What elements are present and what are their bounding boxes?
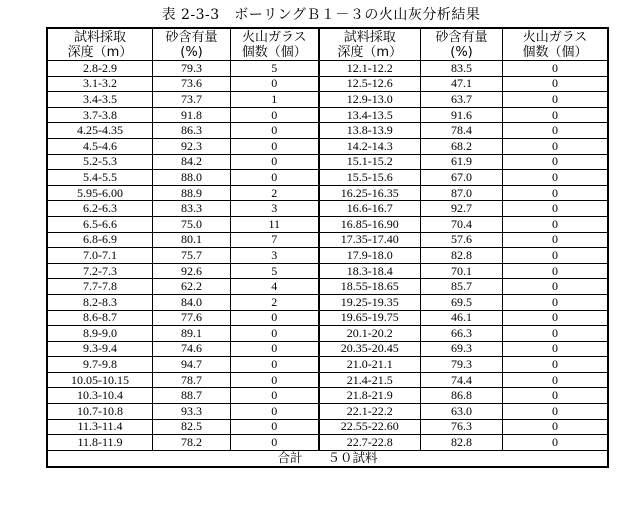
cell-glass-right: 0 bbox=[503, 154, 608, 170]
cell-sand-left: 79.3 bbox=[153, 61, 231, 77]
cell-glass-right: 0 bbox=[503, 388, 608, 404]
cell-glass-right: 0 bbox=[503, 216, 608, 232]
cell-sand-right: 47.1 bbox=[421, 76, 503, 92]
table-caption: 表 2-3-3 ボーリングＢ１－３の火山灰分析結果 bbox=[161, 7, 481, 23]
cell-glass-left: 7 bbox=[231, 232, 319, 248]
total-cell: 合計 ５０試料 bbox=[48, 450, 608, 466]
cell-glass-left: 4 bbox=[231, 279, 319, 295]
cell-glass-left: 2 bbox=[231, 185, 319, 201]
cell-sand-right: 61.9 bbox=[421, 154, 503, 170]
cell-glass-left: 0 bbox=[231, 154, 319, 170]
volcanic-ash-analysis-table bbox=[47, 28, 608, 467]
cell-depth-left: 3.4-3.5 bbox=[48, 92, 153, 108]
cell-depth-left: 7.7-7.8 bbox=[48, 279, 153, 295]
cell-depth-left: 9.7-9.8 bbox=[48, 357, 153, 373]
cell-sand-right: 69.3 bbox=[421, 341, 503, 357]
cell-depth-right: 21.8-21.9 bbox=[319, 388, 421, 404]
cell-glass-left: 2 bbox=[231, 294, 319, 310]
cell-sand-right: 91.6 bbox=[421, 107, 503, 123]
cell-sand-left: 75.7 bbox=[153, 248, 231, 264]
table-row bbox=[48, 138, 608, 154]
cell-depth-left: 6.2-6.3 bbox=[48, 201, 153, 217]
cell-sand-right: 74.4 bbox=[421, 372, 503, 388]
cell-depth-left: 6.8-6.9 bbox=[48, 232, 153, 248]
cell-depth-left: 6.5-6.6 bbox=[48, 216, 153, 232]
header-glass-right: 火山ガラス 個数（個） bbox=[503, 29, 608, 61]
header-depth-right: 試料採取 深度（m） bbox=[319, 29, 421, 61]
total-row bbox=[48, 450, 608, 466]
cell-glass-left: 0 bbox=[231, 138, 319, 154]
cell-depth-right: 17.35-17.40 bbox=[319, 232, 421, 248]
cell-depth-right: 12.5-12.6 bbox=[319, 76, 421, 92]
cell-glass-left: 0 bbox=[231, 404, 319, 420]
cell-depth-right: 17.9-18.0 bbox=[319, 248, 421, 264]
cell-depth-right: 21.0-21.1 bbox=[319, 357, 421, 373]
cell-sand-left: 77.6 bbox=[153, 310, 231, 326]
table-row bbox=[48, 201, 608, 217]
cell-sand-left: 75.0 bbox=[153, 216, 231, 232]
cell-sand-right: 79.3 bbox=[421, 357, 503, 373]
cell-depth-left: 11.8-11.9 bbox=[48, 435, 153, 451]
cell-glass-right: 0 bbox=[503, 123, 608, 139]
table-row bbox=[48, 357, 608, 373]
cell-depth-right: 22.7-22.8 bbox=[319, 435, 421, 451]
cell-depth-left: 10.05-10.15 bbox=[48, 372, 153, 388]
cell-sand-left: 88.0 bbox=[153, 170, 231, 186]
cell-glass-right: 0 bbox=[503, 76, 608, 92]
cell-sand-left: 86.3 bbox=[153, 123, 231, 139]
table-row bbox=[48, 216, 608, 232]
cell-sand-left: 78.2 bbox=[153, 435, 231, 451]
table-row bbox=[48, 61, 608, 77]
cell-glass-right: 0 bbox=[503, 138, 608, 154]
cell-glass-right: 0 bbox=[503, 294, 608, 310]
cell-sand-right: 70.1 bbox=[421, 263, 503, 279]
cell-depth-right: 13.4-13.5 bbox=[319, 107, 421, 123]
cell-depth-left: 8.9-9.0 bbox=[48, 326, 153, 342]
cell-glass-left: 3 bbox=[231, 248, 319, 264]
cell-depth-left: 3.1-3.2 bbox=[48, 76, 153, 92]
cell-sand-right: 68.2 bbox=[421, 138, 503, 154]
cell-sand-right: 57.6 bbox=[421, 232, 503, 248]
cell-glass-left: 0 bbox=[231, 76, 319, 92]
cell-sand-right: 63.7 bbox=[421, 92, 503, 108]
cell-depth-left: 8.6-8.7 bbox=[48, 310, 153, 326]
cell-depth-right: 14.2-14.3 bbox=[319, 138, 421, 154]
cell-glass-right: 0 bbox=[503, 232, 608, 248]
cell-glass-right: 0 bbox=[503, 435, 608, 451]
cell-sand-left: 74.6 bbox=[153, 341, 231, 357]
cell-glass-left: 3 bbox=[231, 201, 319, 217]
table-row bbox=[48, 232, 608, 248]
cell-depth-left: 5.95-6.00 bbox=[48, 185, 153, 201]
cell-depth-right: 21.4-21.5 bbox=[319, 372, 421, 388]
cell-sand-left: 73.7 bbox=[153, 92, 231, 108]
cell-sand-right: 69.5 bbox=[421, 294, 503, 310]
cell-sand-right: 92.7 bbox=[421, 201, 503, 217]
cell-depth-right: 22.55-22.60 bbox=[319, 419, 421, 435]
cell-glass-right: 0 bbox=[503, 279, 608, 295]
cell-sand-right: 78.4 bbox=[421, 123, 503, 139]
cell-glass-left: 0 bbox=[231, 170, 319, 186]
cell-depth-right: 18.55-18.65 bbox=[319, 279, 421, 295]
cell-depth-left: 8.2-8.3 bbox=[48, 294, 153, 310]
cell-depth-left: 7.2-7.3 bbox=[48, 263, 153, 279]
table-row bbox=[48, 372, 608, 388]
cell-sand-left: 73.6 bbox=[153, 76, 231, 92]
cell-depth-left: 10.7-10.8 bbox=[48, 404, 153, 420]
table-body bbox=[48, 61, 608, 451]
cell-glass-right: 0 bbox=[503, 170, 608, 186]
cell-sand-left: 89.1 bbox=[153, 326, 231, 342]
table-row bbox=[48, 170, 608, 186]
header-row bbox=[48, 29, 608, 61]
header-sand-left: 砂含有量 (%) bbox=[153, 29, 231, 61]
table-row bbox=[48, 185, 608, 201]
cell-sand-left: 88.7 bbox=[153, 388, 231, 404]
cell-sand-left: 92.6 bbox=[153, 263, 231, 279]
cell-sand-left: 82.5 bbox=[153, 419, 231, 435]
cell-glass-right: 0 bbox=[503, 326, 608, 342]
table-row bbox=[48, 310, 608, 326]
cell-glass-right: 0 bbox=[503, 61, 608, 77]
cell-depth-left: 11.3-11.4 bbox=[48, 419, 153, 435]
cell-depth-left: 4.25-4.35 bbox=[48, 123, 153, 139]
cell-depth-left: 5.2-5.3 bbox=[48, 154, 153, 170]
table-row bbox=[48, 76, 608, 92]
table-row bbox=[48, 294, 608, 310]
header-glass-left: 火山ガラス 個数（個） bbox=[231, 29, 319, 61]
cell-sand-left: 80.1 bbox=[153, 232, 231, 248]
table-row bbox=[48, 326, 608, 342]
table-row bbox=[48, 341, 608, 357]
cell-sand-left: 93.3 bbox=[153, 404, 231, 420]
cell-glass-left: 0 bbox=[231, 341, 319, 357]
cell-depth-right: 19.25-19.35 bbox=[319, 294, 421, 310]
cell-sand-right: 67.0 bbox=[421, 170, 503, 186]
table-row bbox=[48, 154, 608, 170]
cell-depth-right: 13.8-13.9 bbox=[319, 123, 421, 139]
cell-sand-right: 76.3 bbox=[421, 419, 503, 435]
table-row bbox=[48, 107, 608, 123]
cell-glass-left: 0 bbox=[231, 435, 319, 451]
table-row bbox=[48, 123, 608, 139]
cell-depth-right: 15.1-15.2 bbox=[319, 154, 421, 170]
cell-glass-left: 0 bbox=[231, 123, 319, 139]
cell-sand-right: 83.5 bbox=[421, 61, 503, 77]
cell-sand-right: 87.0 bbox=[421, 185, 503, 201]
cell-depth-left: 10.3-10.4 bbox=[48, 388, 153, 404]
cell-glass-right: 0 bbox=[503, 310, 608, 326]
cell-depth-left: 4.5-4.6 bbox=[48, 138, 153, 154]
cell-glass-left: 0 bbox=[231, 388, 319, 404]
cell-sand-right: 63.0 bbox=[421, 404, 503, 420]
cell-sand-left: 88.9 bbox=[153, 185, 231, 201]
cell-sand-right: 82.8 bbox=[421, 435, 503, 451]
cell-depth-left: 3.7-3.8 bbox=[48, 107, 153, 123]
cell-glass-left: 5 bbox=[231, 61, 319, 77]
cell-sand-left: 83.3 bbox=[153, 201, 231, 217]
table-row bbox=[48, 263, 608, 279]
cell-depth-right: 20.35-20.45 bbox=[319, 341, 421, 357]
cell-glass-right: 0 bbox=[503, 185, 608, 201]
cell-depth-right: 16.85-16.90 bbox=[319, 216, 421, 232]
cell-depth-right: 16.25-16.35 bbox=[319, 185, 421, 201]
cell-depth-left: 2.8-2.9 bbox=[48, 61, 153, 77]
cell-glass-right: 0 bbox=[503, 107, 608, 123]
cell-depth-right: 12.1-12.2 bbox=[319, 61, 421, 77]
cell-depth-right: 15.5-15.6 bbox=[319, 170, 421, 186]
cell-glass-left: 0 bbox=[231, 310, 319, 326]
cell-depth-left: 5.4-5.5 bbox=[48, 170, 153, 186]
cell-sand-right: 85.7 bbox=[421, 279, 503, 295]
cell-glass-left: 0 bbox=[231, 326, 319, 342]
table-row bbox=[48, 404, 608, 420]
cell-sand-left: 84.2 bbox=[153, 154, 231, 170]
cell-glass-right: 0 bbox=[503, 248, 608, 264]
cell-glass-left: 0 bbox=[231, 419, 319, 435]
cell-sand-left: 94.7 bbox=[153, 357, 231, 373]
cell-glass-right: 0 bbox=[503, 419, 608, 435]
cell-glass-left: 0 bbox=[231, 372, 319, 388]
table-row bbox=[48, 388, 608, 404]
cell-depth-right: 22.1-22.2 bbox=[319, 404, 421, 420]
table-row bbox=[48, 92, 608, 108]
cell-glass-left: 0 bbox=[231, 357, 319, 373]
cell-depth-right: 18.3-18.4 bbox=[319, 263, 421, 279]
cell-glass-left: 11 bbox=[231, 216, 319, 232]
cell-glass-right: 0 bbox=[503, 201, 608, 217]
cell-glass-right: 0 bbox=[503, 404, 608, 420]
cell-depth-right: 19.65-19.75 bbox=[319, 310, 421, 326]
cell-glass-left: 0 bbox=[231, 107, 319, 123]
cell-sand-right: 66.3 bbox=[421, 326, 503, 342]
cell-sand-left: 92.3 bbox=[153, 138, 231, 154]
cell-glass-left: 5 bbox=[231, 263, 319, 279]
cell-depth-right: 12.9-13.0 bbox=[319, 92, 421, 108]
table-row bbox=[48, 435, 608, 451]
cell-glass-right: 0 bbox=[503, 92, 608, 108]
cell-glass-right: 0 bbox=[503, 341, 608, 357]
cell-sand-left: 62.2 bbox=[153, 279, 231, 295]
cell-depth-right: 16.6-16.7 bbox=[319, 201, 421, 217]
table-row bbox=[48, 279, 608, 295]
cell-depth-left: 7.0-7.1 bbox=[48, 248, 153, 264]
cell-sand-right: 82.8 bbox=[421, 248, 503, 264]
header-sand-right: 砂含有量 (%) bbox=[421, 29, 503, 61]
cell-glass-right: 0 bbox=[503, 263, 608, 279]
cell-depth-right: 20.1-20.2 bbox=[319, 326, 421, 342]
cell-glass-left: 1 bbox=[231, 92, 319, 108]
cell-depth-left: 9.3-9.4 bbox=[48, 341, 153, 357]
cell-sand-left: 84.0 bbox=[153, 294, 231, 310]
cell-glass-right: 0 bbox=[503, 372, 608, 388]
cell-sand-left: 91.8 bbox=[153, 107, 231, 123]
cell-glass-right: 0 bbox=[503, 357, 608, 373]
cell-sand-right: 46.1 bbox=[421, 310, 503, 326]
cell-sand-right: 70.4 bbox=[421, 216, 503, 232]
cell-sand-right: 86.8 bbox=[421, 388, 503, 404]
table-row bbox=[48, 248, 608, 264]
cell-sand-left: 78.7 bbox=[153, 372, 231, 388]
header-depth-left: 試料採取 深度（m） bbox=[48, 29, 153, 61]
table-row bbox=[48, 419, 608, 435]
